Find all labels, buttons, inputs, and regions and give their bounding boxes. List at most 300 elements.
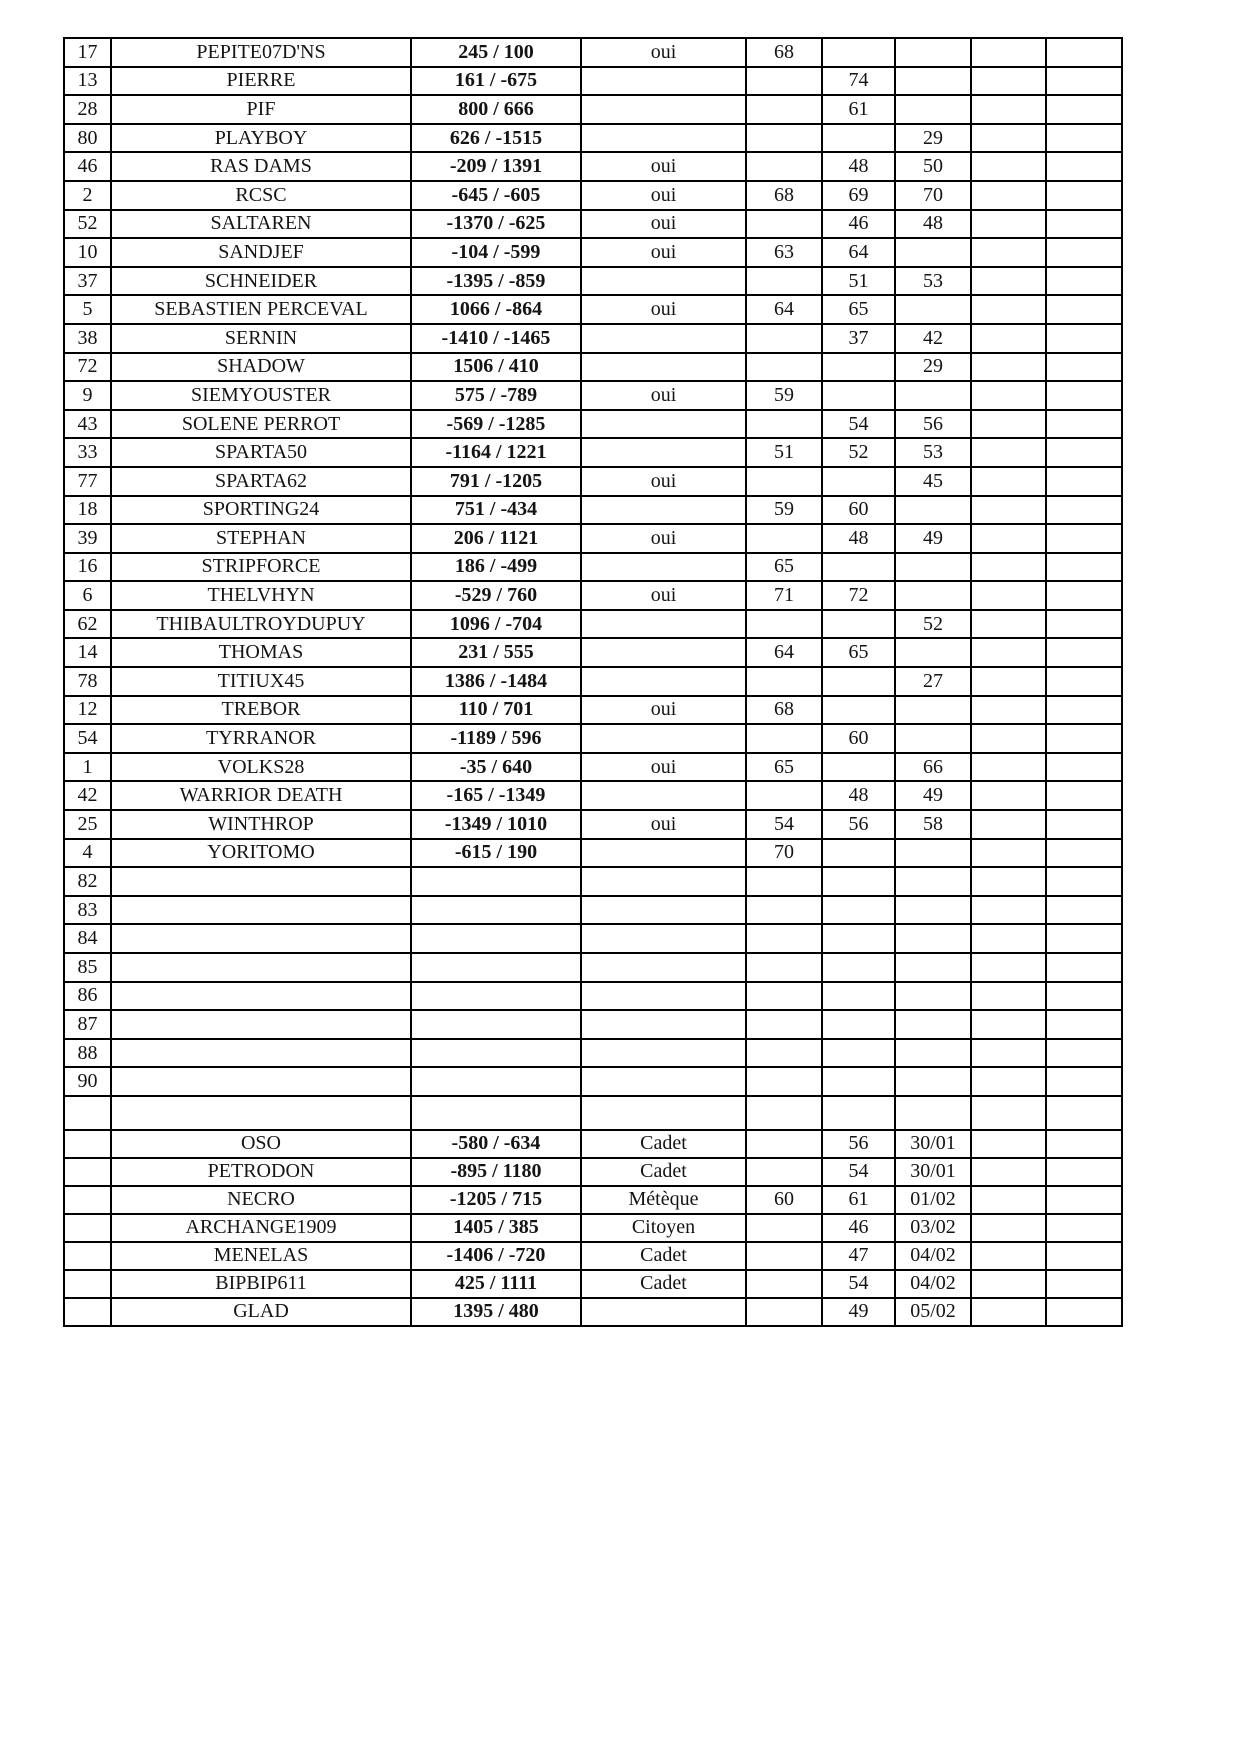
score-3-cell: 48 [895,210,971,239]
empty-cell [1046,267,1122,296]
player-name-cell [111,1067,411,1096]
empty-cell [971,638,1046,667]
table-row [64,553,1122,582]
row-number-cell: 42 [64,781,111,810]
score-1-cell [746,1242,822,1270]
player-name-cell [111,1039,411,1068]
score-3-cell [895,67,971,96]
status-cell: Citoyen [581,1214,746,1242]
empty-table-row [64,1010,1122,1039]
status-cell [581,1067,746,1096]
empty-cell [1046,438,1122,467]
score-2-cell: 54 [822,1270,895,1298]
empty-cell [971,953,1046,982]
empty-cell [1046,896,1122,925]
empty-cell [971,95,1046,124]
score-1-cell: 65 [746,553,822,582]
status-cell [581,953,746,982]
row-number-cell: 16 [64,553,111,582]
coordinates-cell: 800 / 666 [411,95,581,124]
coordinates-cell: 245 / 100 [411,38,581,67]
empty-cell [1046,524,1122,553]
table-row [64,839,1122,868]
empty-cell [1046,724,1122,753]
row-number-cell: 17 [64,38,111,67]
coordinates-cell: 161 / -675 [411,67,581,96]
status-cell: oui [581,810,746,839]
status-cell: oui [581,210,746,239]
empty-table-row [64,867,1122,896]
player-name-cell: PEPITE07D'NS [111,38,411,67]
score-1-cell [746,924,822,953]
score-2-cell: 56 [822,1130,895,1158]
table-row [64,152,1122,181]
score-1-cell [746,152,822,181]
score-3-cell: 29 [895,353,971,382]
empty-cell [1046,496,1122,525]
empty-cell [971,410,1046,439]
coordinates-cell: -529 / 760 [411,581,581,610]
player-name-cell: YORITOMO [111,839,411,868]
empty-cell [971,124,1046,153]
table-row [64,753,1122,782]
date-cell: 04/02 [895,1270,971,1298]
score-2-cell: 54 [822,1158,895,1186]
empty-cell [1046,1298,1122,1326]
coordinates-cell: 1506 / 410 [411,353,581,382]
score-1-cell [746,1096,822,1130]
status-cell: oui [581,467,746,496]
date-cell: 05/02 [895,1298,971,1326]
status-cell [581,95,746,124]
empty-cell [1046,581,1122,610]
score-2-cell: 46 [822,1214,895,1242]
score-3-cell [895,381,971,410]
score-3-cell: 52 [895,610,971,639]
score-2-cell: 48 [822,524,895,553]
player-name-cell: PIERRE [111,67,411,96]
score-3-cell [895,696,971,725]
status-cell [581,124,746,153]
empty-cell [971,1010,1046,1039]
score-3-cell: 49 [895,524,971,553]
score-2-cell: 49 [822,1298,895,1326]
player-name-cell [111,953,411,982]
status-cell [581,1039,746,1068]
score-3-cell: 29 [895,124,971,153]
empty-cell [1046,924,1122,953]
empty-cell [1046,38,1122,67]
empty-cell [1046,381,1122,410]
player-name-cell: PLAYBOY [111,124,411,153]
coordinates-cell: 231 / 555 [411,638,581,667]
empty-cell [1046,1242,1122,1270]
row-number-cell: 43 [64,410,111,439]
empty-cell [971,1039,1046,1068]
score-3-cell: 27 [895,667,971,696]
row-number-cell: 13 [64,67,111,96]
empty-cell [971,1298,1046,1326]
status-cell: oui [581,524,746,553]
score-2-cell [822,381,895,410]
empty-cell [971,553,1046,582]
table-row [64,124,1122,153]
status-cell: oui [581,152,746,181]
empty-cell [1046,1158,1122,1186]
row-number-cell: 5 [64,295,111,324]
score-1-cell: 70 [746,839,822,868]
score-1-cell: 63 [746,238,822,267]
coordinates-cell: -1205 / 715 [411,1186,581,1214]
player-name-cell: PIF [111,95,411,124]
player-name-cell: SCHNEIDER [111,267,411,296]
status-cell [581,982,746,1011]
table-row [64,410,1122,439]
row-number-cell: 33 [64,438,111,467]
empty-cell [1046,781,1122,810]
row-number-cell: 28 [64,95,111,124]
row-number-cell: 12 [64,696,111,725]
score-1-cell [746,667,822,696]
table-row [64,524,1122,553]
score-1-cell: 59 [746,381,822,410]
score-2-cell [822,896,895,925]
player-name-cell: PETRODON [111,1158,411,1186]
score-1-cell: 59 [746,496,822,525]
empty-cell [971,210,1046,239]
score-3-cell [895,867,971,896]
table-row [64,353,1122,382]
empty-cell [971,1242,1046,1270]
status-cell: oui [581,381,746,410]
table-row [64,67,1122,96]
status-cell [581,781,746,810]
player-name-cell [111,1010,411,1039]
date-cell: 30/01 [895,1158,971,1186]
coordinates-cell: -615 / 190 [411,839,581,868]
row-number-cell: 37 [64,267,111,296]
status-cell [581,353,746,382]
player-name-cell: TYRRANOR [111,724,411,753]
table-row [64,295,1122,324]
score-1-cell [746,1010,822,1039]
score-3-cell [895,1096,971,1130]
coordinates-cell [411,982,581,1011]
score-1-cell [746,95,822,124]
empty-cell [971,896,1046,925]
score-2-cell: 61 [822,1186,895,1214]
score-1-cell [746,953,822,982]
player-name-cell [111,896,411,925]
score-2-cell: 69 [822,181,895,210]
status-cell: oui [581,181,746,210]
table-row [64,581,1122,610]
score-1-cell [746,524,822,553]
empty-cell [1046,1039,1122,1068]
empty-cell [1046,353,1122,382]
row-number-cell: 38 [64,324,111,353]
score-3-cell [895,953,971,982]
empty-cell [1046,1130,1122,1158]
coordinates-cell: -569 / -1285 [411,410,581,439]
empty-cell [971,238,1046,267]
score-3-cell [895,581,971,610]
highlight-row [64,1270,1122,1298]
table-row [64,210,1122,239]
score-3-cell [895,38,971,67]
score-2-cell: 54 [822,410,895,439]
row-number-cell [64,1186,111,1214]
table-row [64,696,1122,725]
empty-cell [1046,638,1122,667]
date-cell: 01/02 [895,1186,971,1214]
score-1-cell: 51 [746,438,822,467]
status-cell [581,267,746,296]
row-number-cell [64,1096,111,1130]
empty-table-row [64,982,1122,1011]
player-name-cell: SEBASTIEN PERCEVAL [111,295,411,324]
coordinates-cell: 1386 / -1484 [411,667,581,696]
empty-cell [1046,610,1122,639]
coordinates-cell [411,1096,581,1130]
coordinates-cell: 110 / 701 [411,696,581,725]
player-name-cell: STRIPFORCE [111,553,411,582]
score-3-cell: 45 [895,467,971,496]
coordinates-cell [411,953,581,982]
empty-cell [1046,1010,1122,1039]
empty-cell [971,295,1046,324]
status-cell: oui [581,696,746,725]
score-2-cell: 48 [822,781,895,810]
score-2-cell [822,982,895,1011]
date-cell: 04/02 [895,1242,971,1270]
table-row [64,381,1122,410]
highlight-row [64,1298,1122,1326]
empty-cell [971,1270,1046,1298]
table-row [64,38,1122,67]
score-2-cell [822,839,895,868]
score-2-cell: 74 [822,67,895,96]
player-name-cell: BIPBIP611 [111,1270,411,1298]
status-cell: Cadet [581,1242,746,1270]
empty-cell [1046,810,1122,839]
coordinates-cell: -645 / -605 [411,181,581,210]
score-2-cell [822,124,895,153]
spacer-row [64,1096,1122,1130]
score-2-cell: 60 [822,724,895,753]
row-number-cell: 54 [64,724,111,753]
score-3-cell [895,724,971,753]
coordinates-cell: 1096 / -704 [411,610,581,639]
player-name-cell [111,924,411,953]
player-name-cell: NECRO [111,1186,411,1214]
empty-cell [971,1214,1046,1242]
player-name-cell: STEPHAN [111,524,411,553]
score-3-cell: 42 [895,324,971,353]
status-cell: oui [581,581,746,610]
row-number-cell: 90 [64,1067,111,1096]
row-number-cell: 2 [64,181,111,210]
player-name-cell: OSO [111,1130,411,1158]
coordinates-cell: -1370 / -625 [411,210,581,239]
status-cell [581,553,746,582]
empty-cell [1046,1067,1122,1096]
score-1-cell [746,1298,822,1326]
empty-cell [971,1158,1046,1186]
score-3-cell [895,295,971,324]
coordinates-cell: 1405 / 385 [411,1214,581,1242]
empty-cell [1046,324,1122,353]
player-name-cell: WINTHROP [111,810,411,839]
row-number-cell: 14 [64,638,111,667]
empty-cell [971,152,1046,181]
score-1-cell [746,124,822,153]
status-cell: Cadet [581,1270,746,1298]
empty-cell [1046,839,1122,868]
status-cell [581,324,746,353]
roster-table [63,37,1123,1327]
player-name-cell: SPARTA50 [111,438,411,467]
score-1-cell [746,1158,822,1186]
empty-cell [1046,696,1122,725]
empty-cell [971,181,1046,210]
date-cell: 30/01 [895,1130,971,1158]
score-1-cell [746,1039,822,1068]
coordinates-cell: 1066 / -864 [411,295,581,324]
row-number-cell: 85 [64,953,111,982]
score-2-cell [822,696,895,725]
status-cell [581,610,746,639]
empty-cell [971,1130,1046,1158]
player-name-cell: TITIUX45 [111,667,411,696]
player-name-cell: MENELAS [111,1242,411,1270]
coordinates-cell [411,1010,581,1039]
empty-table-row [64,924,1122,953]
empty-cell [1046,95,1122,124]
table-row [64,496,1122,525]
score-2-cell [822,924,895,953]
empty-cell [1046,181,1122,210]
table-row [64,610,1122,639]
coordinates-cell [411,924,581,953]
coordinates-cell: -1406 / -720 [411,1242,581,1270]
score-3-cell [895,839,971,868]
row-number-cell: 84 [64,924,111,953]
score-2-cell [822,38,895,67]
row-number-cell: 25 [64,810,111,839]
empty-cell [971,724,1046,753]
score-3-cell: 66 [895,753,971,782]
coordinates-cell: 206 / 1121 [411,524,581,553]
status-cell [581,67,746,96]
empty-cell [1046,1096,1122,1130]
coordinates-cell: -1395 / -859 [411,267,581,296]
highlight-row [64,1158,1122,1186]
coordinates-cell: 575 / -789 [411,381,581,410]
score-1-cell: 68 [746,181,822,210]
coordinates-cell: -104 / -599 [411,238,581,267]
score-2-cell: 56 [822,810,895,839]
row-number-cell [64,1158,111,1186]
score-2-cell: 65 [822,638,895,667]
player-name-cell: ARCHANGE1909 [111,1214,411,1242]
table-row [64,781,1122,810]
empty-cell [971,1067,1046,1096]
score-3-cell [895,496,971,525]
row-number-cell: 1 [64,753,111,782]
row-number-cell: 9 [64,381,111,410]
empty-cell [1046,953,1122,982]
score-2-cell: 65 [822,295,895,324]
empty-cell [971,753,1046,782]
coordinates-cell: -895 / 1180 [411,1158,581,1186]
highlight-row [64,1186,1122,1214]
empty-cell [971,67,1046,96]
row-number-cell: 78 [64,667,111,696]
score-2-cell [822,753,895,782]
empty-cell [1046,152,1122,181]
status-cell [581,496,746,525]
score-2-cell: 37 [822,324,895,353]
score-1-cell [746,210,822,239]
player-name-cell: THOMAS [111,638,411,667]
status-cell: oui [581,238,746,267]
score-2-cell: 48 [822,152,895,181]
coordinates-cell: 626 / -1515 [411,124,581,153]
empty-cell [971,1186,1046,1214]
coordinates-cell: 425 / 1111 [411,1270,581,1298]
coordinates-cell: -580 / -634 [411,1130,581,1158]
score-3-cell [895,896,971,925]
empty-cell [971,924,1046,953]
score-1-cell [746,467,822,496]
score-3-cell: 70 [895,181,971,210]
empty-cell [971,524,1046,553]
table-row [64,724,1122,753]
empty-cell [971,781,1046,810]
row-number-cell: 4 [64,839,111,868]
status-cell: Cadet [581,1130,746,1158]
player-name-cell: SHADOW [111,353,411,382]
status-cell [581,1298,746,1326]
coordinates-cell: -165 / -1349 [411,781,581,810]
score-2-cell [822,1010,895,1039]
status-cell [581,638,746,667]
score-2-cell: 60 [822,496,895,525]
score-1-cell: 71 [746,581,822,610]
empty-cell [971,839,1046,868]
empty-cell [1046,1270,1122,1298]
table-row [64,467,1122,496]
score-1-cell [746,724,822,753]
score-1-cell [746,267,822,296]
row-number-cell: 62 [64,610,111,639]
score-2-cell [822,1067,895,1096]
coordinates-cell: -209 / 1391 [411,152,581,181]
score-1-cell: 60 [746,1186,822,1214]
empty-cell [971,381,1046,410]
score-3-cell [895,553,971,582]
score-2-cell [822,667,895,696]
empty-table-row [64,953,1122,982]
table-row [64,667,1122,696]
player-name-cell: GLAD [111,1298,411,1326]
empty-cell [971,982,1046,1011]
empty-table-row [64,896,1122,925]
score-3-cell [895,95,971,124]
highlight-row [64,1242,1122,1270]
highlight-row [64,1214,1122,1242]
